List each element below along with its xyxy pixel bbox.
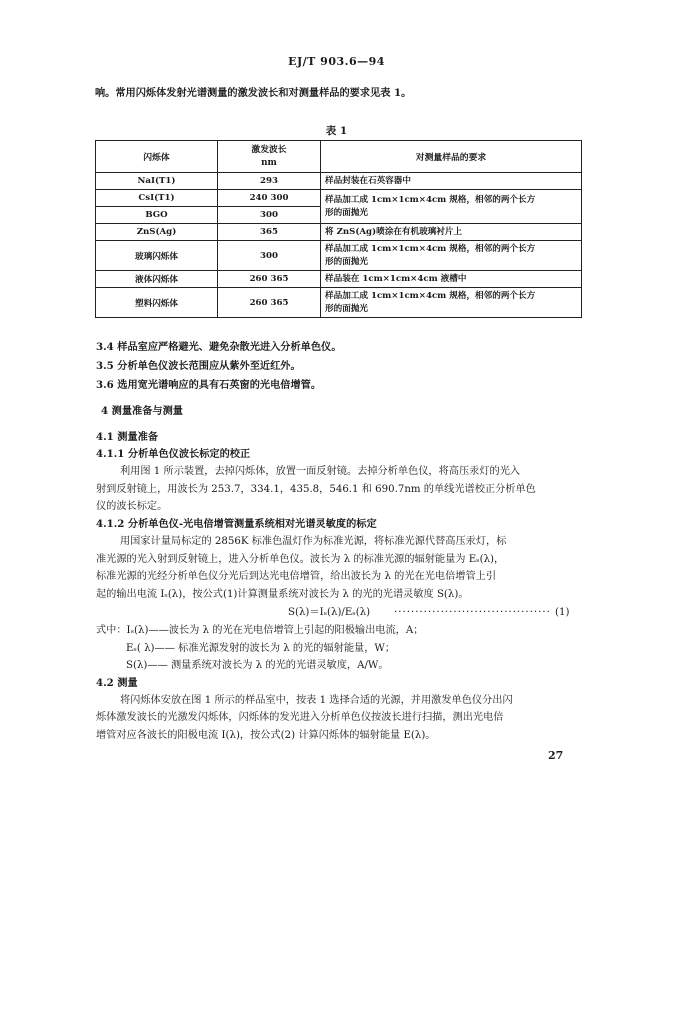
- table-row: [96, 271, 582, 288]
- table-row: [96, 224, 582, 241]
- table-header-row: [96, 141, 582, 173]
- clause-3-6: 3.6 选用宽光谱响应的具有石英窗的光电倍增管。: [96, 379, 322, 391]
- section-4-1-2-heading: 4.1.2 分析单色仪-光电倍增管测量系统相对光谱灵敏度的标定: [96, 518, 377, 530]
- clause-3-5: 3.5 分析单色仪波长范围应从紫外至近红外。: [96, 360, 301, 372]
- cell-name: BGO: [96, 207, 218, 224]
- cell-wavelength: 260 365: [218, 288, 321, 318]
- cell-requirement: 样品封装在石英容器中: [321, 173, 582, 190]
- requirement-line: 形的面抛光: [325, 303, 368, 314]
- paragraph-line: 增管对应各波长的阳极电流 I(λ)，按公式(2) 计算闪烁体的辐射能量 E(λ)。: [96, 730, 436, 741]
- page-number: 27: [548, 749, 564, 762]
- section-4-1-1-heading: 4.1.1 分析单色仪波长标定的校正: [96, 448, 251, 460]
- cell-name: CsI(T1): [96, 190, 218, 207]
- cell-name: 塑料闪烁体: [96, 288, 218, 318]
- requirement-line: 形的面抛光: [325, 207, 368, 218]
- cell-name: NaI(T1): [96, 173, 218, 190]
- cell-wavelength: 365: [218, 224, 321, 241]
- table-row: [96, 173, 582, 190]
- formula-leader-dots: ·····································: [394, 607, 551, 618]
- formula-number: (1): [555, 607, 570, 618]
- cell-name: 玻璃闪烁体: [96, 241, 218, 271]
- cell-wavelength: 300: [218, 207, 321, 224]
- table-1: [95, 140, 582, 318]
- section-4-2-heading: 4.2 测量: [96, 677, 138, 689]
- paragraph-line: 准光源的光入射到反射镜上，进入分析单色仪。波长为 λ 的标准光源的辐射能量为 Eₛ(λ)，: [96, 554, 505, 565]
- cell-wavelength: 260 365: [218, 271, 321, 288]
- where-line: Eₛ( λ)—— 标准光源发射的波长为 λ 的光的辐射能量，W；: [126, 643, 396, 654]
- cell-requirement: [321, 190, 582, 224]
- intro-line: 响。常用闪烁体发射光谱测量的激发波长和对测量样品的要求见表 1。: [95, 87, 412, 99]
- formula-1: S(λ)＝Iₛ(λ)/Eₛ(λ): [288, 607, 371, 618]
- paragraph-line: 仪的波长标定。: [96, 501, 168, 512]
- table-row: [96, 190, 582, 207]
- requirement-line: 形的面抛光: [325, 256, 368, 267]
- paragraph-line: 用国家计量局标定的 2856K 标准色温灯作为标准光源，将标准光源代替高压汞灯，标: [120, 536, 507, 547]
- table-row: [96, 241, 582, 271]
- section-4-heading: 4 测量准备与测量: [101, 405, 183, 417]
- paragraph-line: 标准光源的光经分析单色仪分光后到达光电倍增管，给出波长为 λ 的光在光电倍增管上引: [96, 571, 497, 582]
- header-wavelength-label: 激发波长: [251, 144, 287, 155]
- header-requirement: 对测量样品的要求: [321, 141, 582, 173]
- cell-requirement: 将 ZnS(Ag)喷涂在有机玻璃衬片上: [321, 224, 582, 241]
- where-line: 式中：Iₛ(λ)——波长为 λ 的光在光电倍增管上引起的阳极输出电流，A；: [96, 625, 424, 636]
- cell-wavelength: 293: [218, 173, 321, 190]
- paragraph-line: 射到反射镜上，用波长为 253.7，334.1，435.8，546.1 和 690.7nm 的单线光谱校正分析单色: [96, 484, 536, 495]
- paragraph-line: 利用图 1 所示装置，去掉闪烁体，放置一面反射镜。去掉分析单色仪，将高压汞灯的光入: [120, 466, 521, 477]
- header-scintillator: 闪烁体: [96, 141, 218, 173]
- where-line: S(λ)—— 测量系统对波长为 λ 的光的光谱灵敏度，A/W。: [126, 660, 389, 671]
- cell-wavelength: 240 300: [218, 190, 321, 207]
- cell-requirement: [321, 288, 582, 318]
- cell-requirement: [321, 241, 582, 271]
- cell-wavelength: 300: [218, 241, 321, 271]
- paragraph-line: 烁体激发波长的光激发闪烁体，闪烁体的发光进入分析单色仪按波长进行扫描，测出光电倍: [96, 712, 504, 723]
- header-wavelength-unit: nm: [261, 157, 277, 168]
- clause-3-4: 3.4 样品室应严格避光、避免杂散光进入分析单色仪。: [96, 341, 342, 353]
- table-row: [96, 288, 582, 318]
- header-wavelength: [218, 141, 321, 173]
- paragraph-line: 起的输出电流 Iₛ(λ)，按公式(1)计算测量系统对波长为 λ 的光的光谱灵敏度 S(λ)。: [96, 589, 469, 600]
- table-title: 表 1: [325, 125, 348, 137]
- paragraph-line: 将闪烁体安放在图 1 所示的样品室中，按表 1 选择合适的光源，并用激发单色仪分出闪: [120, 695, 513, 706]
- cell-name: 液体闪烁体: [96, 271, 218, 288]
- cell-requirement: 样品装在 1cm×1cm×4cm 液槽中: [321, 271, 582, 288]
- cell-name: ZnS(Ag): [96, 224, 218, 241]
- requirement-line: 样品加工成 1cm×1cm×4cm 规格，相邻的两个长方: [325, 290, 536, 301]
- standard-number: EJ/T 903.6—94: [288, 55, 385, 68]
- requirement-line: 样品加工成 1cm×1cm×4cm 规格，相邻的两个长方: [325, 194, 536, 205]
- section-4-1-heading: 4.1 测量准备: [96, 431, 159, 443]
- requirement-line: 样品加工成 1cm×1cm×4cm 规格，相邻的两个长方: [325, 243, 536, 254]
